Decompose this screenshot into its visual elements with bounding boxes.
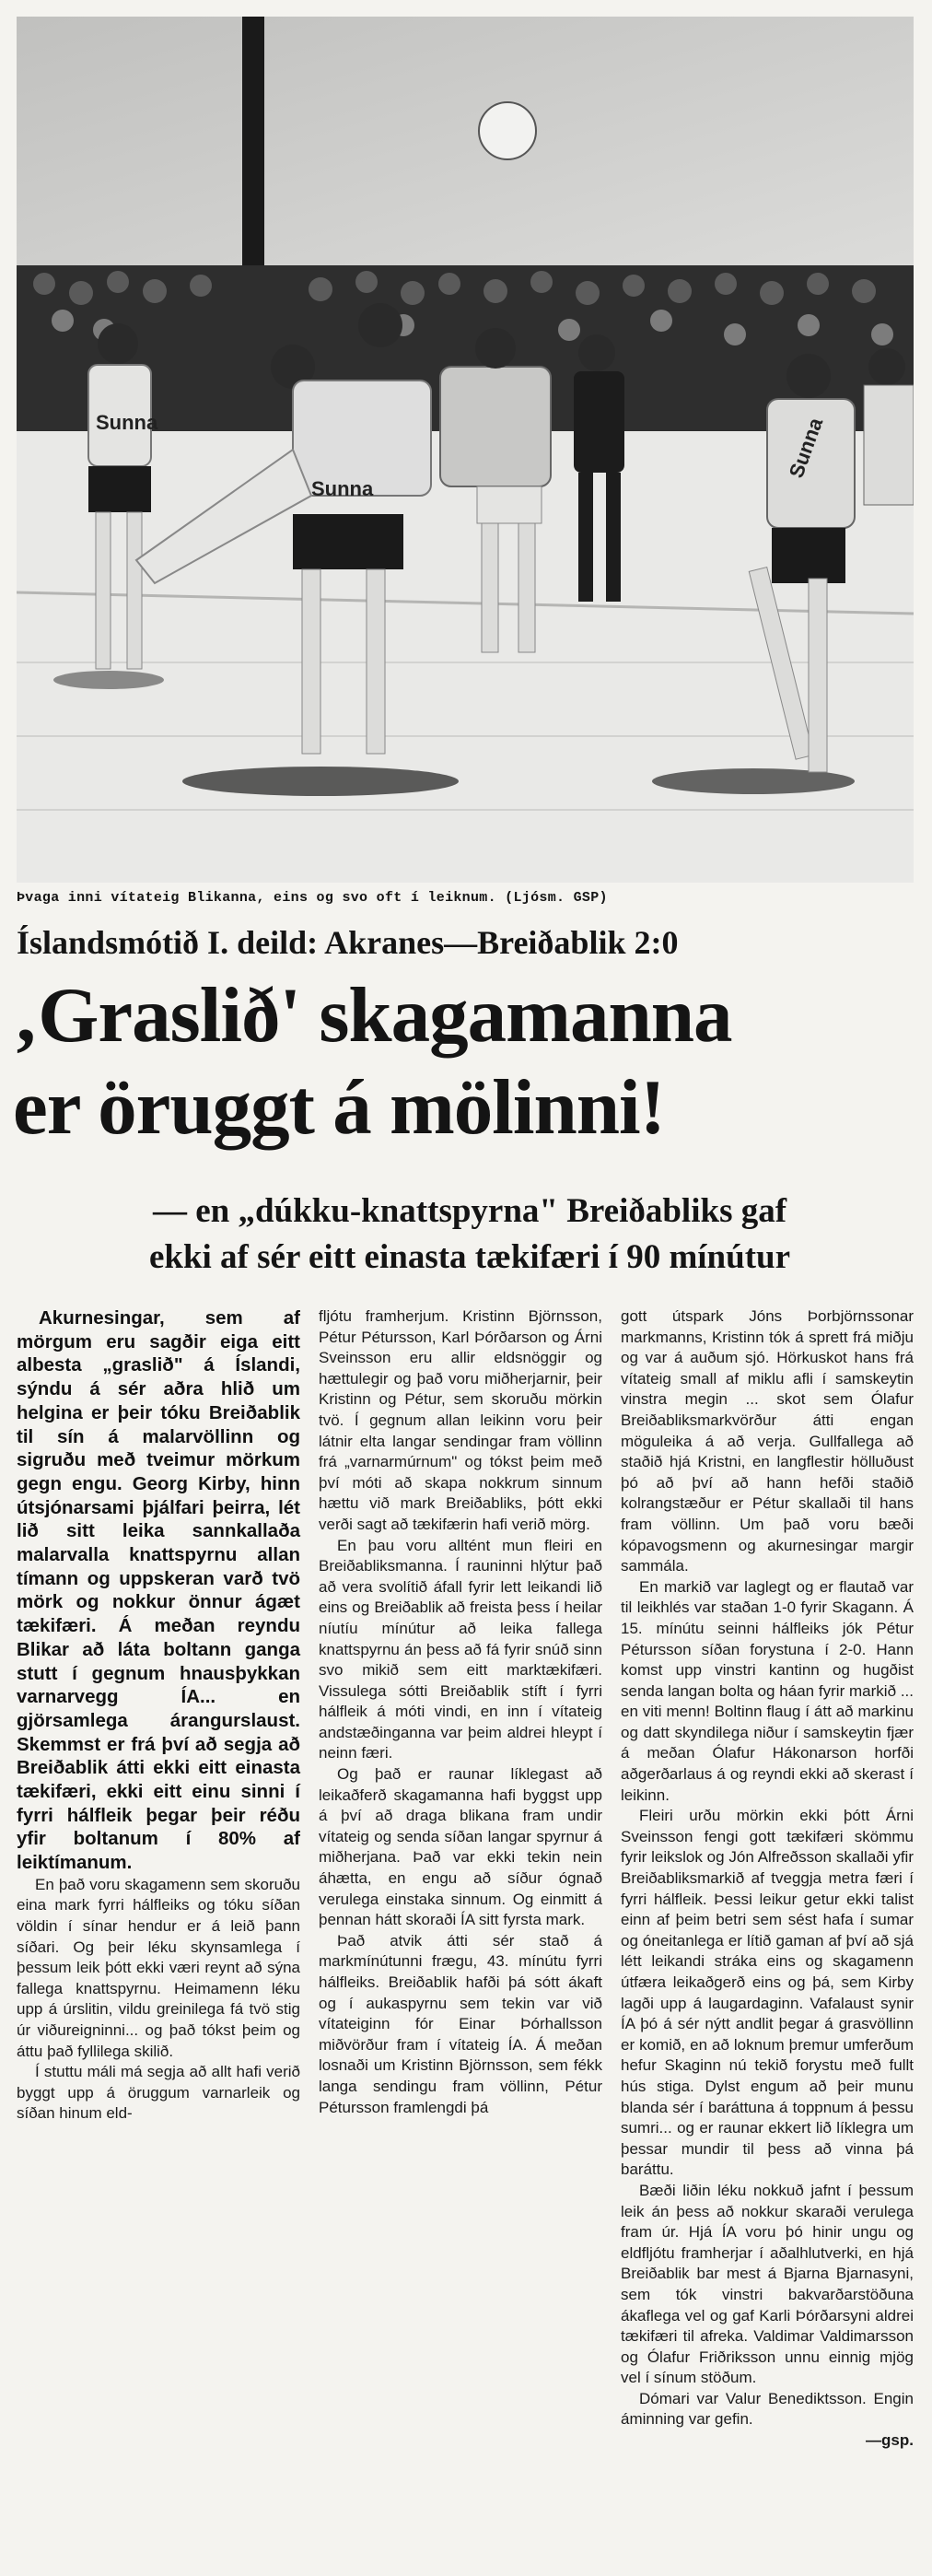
photo-caption: Þvaga inni vítateig Blikanna, eins og svo oft í leiknum. (Ljósm. GSP) [17,890,608,906]
body-paragraph: En þau voru alltént mun fleiri en Breiðabliksmanna. Í rauninni hlýtur það að vera svolítið áfall fyrir lett leikandi lið eins og Breiðablik að freista þess í heilar níutíu mínútur að leika fallega knattspyrnu án þess að fá fyrir snúð sinn svo mikið sem eitt marktækifæri. Vissulega sótti Breiðablik stíft í fyrri hálfleik á móti vindi, en inn í vítateig andstæðinganna var þeim aldrei hleypt í neinn færi. [319,1536,602,1762]
body-paragraph: En markið var laglegt og er flautað var til leikhlés var staðan 1-0 fyrir Skagann. Á 15. mínútu seinni hálfleiks jók Pétur Pétursson síðan forystuna í 2-0. Hann komst upp vinstri kantinn og hugðist senda langan bolta og háan fyrir markið ... en viti menn! Boltinn flaug í átt að markinu og datt skyndilega niður í samskeytin fjær á meðan Ólafur Hákonarson horfði aðgerðarlaus á og reyndi ekki að skerast í leikinn. [621,1577,914,1804]
headline-line-2: er öruggt á mölinni! [13,1064,665,1151]
subhead-line-2: ekki af sér eitt einasta tækifæri í 90 mínútur [148,1238,791,1276]
column-3 [621,1306,914,2452]
match-photo [17,17,914,883]
column-2 [319,1306,602,2118]
article-headline [13,969,919,1153]
column-1 [17,1306,300,2125]
shirt-text: Sunna [96,411,158,434]
body-paragraph: Dómari var Valur Benediktsson. Engin áminning var gefin. [621,2389,914,2429]
body-paragraph: Það atvik átti sér stað á markmínútunni frægu, 43. mínútu fyrri hálfleiks. Breiðablik hafði þá sótt ákaft og í aukaspyrnu sem tekin var við vítateiginn fór Einar Þórhallsson miðvörður fram í vítateig ÍA. Á meðan losnaði um Kristinn Björnsson, sem fékk langa sendingu fram völlinn, Pétur Pétursson framlengdi þá [319,1931,602,2116]
svg-text:Sunna: Sunna [311,477,374,500]
headline-line-1: ‚Graslið' skagamanna [13,972,732,1059]
author-signature: —gsp. [866,2431,914,2450]
article-subhead [55,1188,884,1281]
body-paragraph: Og það er raunar líklegast að leikaðferð skagamanna hafi byggst upp á því að draga blikana fram undir vítateig og senda síðan langar spyrnur á miðherjana. Það var ekki tekin nein áhætta, en engu að síður ógnað verulega einstaka sinnum. Og einmitt á þennan hátt skoraði ÍA sitt fyrsta mark. [319,1765,602,1929]
body-paragraph: En það voru skagamenn sem skoruðu eina mark fyrri hálfleiks og tóku síðan völdin í sínar hendur er á leið þann síðari. Og þeir léku skynsamlega í þessum leik þótt ekki væri reynt að sýna fallega knattspyrnu. Heimamenn léku upp á úrslitin, vildu greinilega fá tvö stig úr viðureigninni... og það tókst þeim og áttu það fyllilega skilið. [17,1875,300,2060]
body-paragraph: Fleiri urðu mörkin ekki þótt Árni Sveinsson fengi gott tækifæri skömmu fyrir leikslok og Jón Alfreðsson skallaði yfir Breiðabliksmarkið af tveggja metra færi í fyrri hálfleik. Þessi leikur getur ekki talist einn af þeim betri sem sést hafa í sumar og óneitanlega er lítið gaman af því að sjá létt leikandi stráka eins og skagamenn útfæra leikaðgerð eins og þá, sem Kirby lagði upp á laugardaginn. Vafalaust synir ÍA þó á sér nýtt andlit þegar á grasvöllinn er komið, en að loknum þremur umferðum hefur Skaginn nú tekið forystu með fullt hús stiga. Dylst engum að þeir munu blanda sér í baráttuna á toppnum á þessu sumri... og er raunar ekkert lið líklegra um þessar mundir til þess að vinna þá baráttu. [621,1807,914,2179]
svg-text:Sunna: Sunna [784,415,828,481]
body-paragraph: fljótu framherjum. Kristinn Björnsson, Pétur Pétursson, Karl Þórðarson og Árni Sveinsson eru allir eldsnöggir og hættulegir og það voru miðherjarnir, þeir Kristinn og Pétur, sem skoruðu mörkin tvö. Í gegnum allan leikinn voru þeir látnir elta langar sendingar fram völlinn frá „varnarmúrnum" og tókst þeim með því móti að skapa nokkrum sinnum hættu við mark Breiðabliks, þótt ekki verði sagt að tækifærin hafi verið mörg. [319,1307,602,1533]
body-paragraph: gott útspark Jóns Þorbjörnssonar markmanns, Kristinn tók á sprett frá miðju og var á auðum sjó. Hörkuskot hans frá vítateig small af miklu afli í samskeytin vinstra megin ... skot sem Ólafur Breiðabliksmarkvörður átti engan möguleika á að verja. Gullfallega að staðið hjá Kristni, en langflestir hölluðust þó að því að hann hefði staðið kolrangstæður er Pétur skallaði til hans fram völlinn. Um það voru bæði kópavogsmenn og akurnesingar margir sammála. [621,1307,914,1575]
body-paragraph: Bæði liðin léku nokkuð jafnt í þessum leik án þess að nokkur skaraði verulega fram úr. Hjá ÍA voru þó hinir ungu og eldfljótu framherjar í aðalhlutverki, en hjá Breiðablik bar mest á Bjarna Bjarnasyni, sem tók vinstri bakvarðarstöðuna ákaflega vel og gaf Karli Þórðarsyni aldrei tækifæri til afreka. Valdimar Valdimarsson og Ólafur Friðriksson unnu einnig mjög vel í sínum stöðum. [621,2181,914,2387]
body-paragraph: Í stuttu máli má segja að allt hafi verið byggt upp á öruggum varnarleik og síðan hinum eld- [17,2063,300,2123]
lead-paragraph: Akurnesingar, sem af mörgum eru sagðir eiga eitt albesta „graslið" á Íslandi, sýndu á sér aðra hlið um helgina er þeir tóku Breiðablik til sín á malarvöllinn og sigruðu með tveimur mörkum gegn engu. Georg Kirby, hinn útsjónarsami þjálfari þeirra, lét lið sitt leika sannkallaða malarvalla knattspyrnu allan tímann og uppskeran varð tvö mörk og nokkur önnur ágæt tækifæri. Á meðan reyndu Blikar að láta boltann ganga stutt í gegnum hnausþykkan varnarvegg ÍA... en gjörsamlega árangurslaust. Skemmst er frá því að segja að Breiðablik átti ekki eitt einasta tækifæri, ekki eitt einu sinni í fyrri hálfleik þegar þeir réðu yfir boltanum í 80% af leiktímanum. [17,1307,300,1874]
football-match-photo-icon [17,17,914,883]
article-kicker: Íslandsmótið I. deild: Akranes—Breiðablik 2:0 [17,924,679,961]
subhead-line-1: — en „dúkku-knattspyrna" Breiðabliks gaf [152,1192,787,1230]
